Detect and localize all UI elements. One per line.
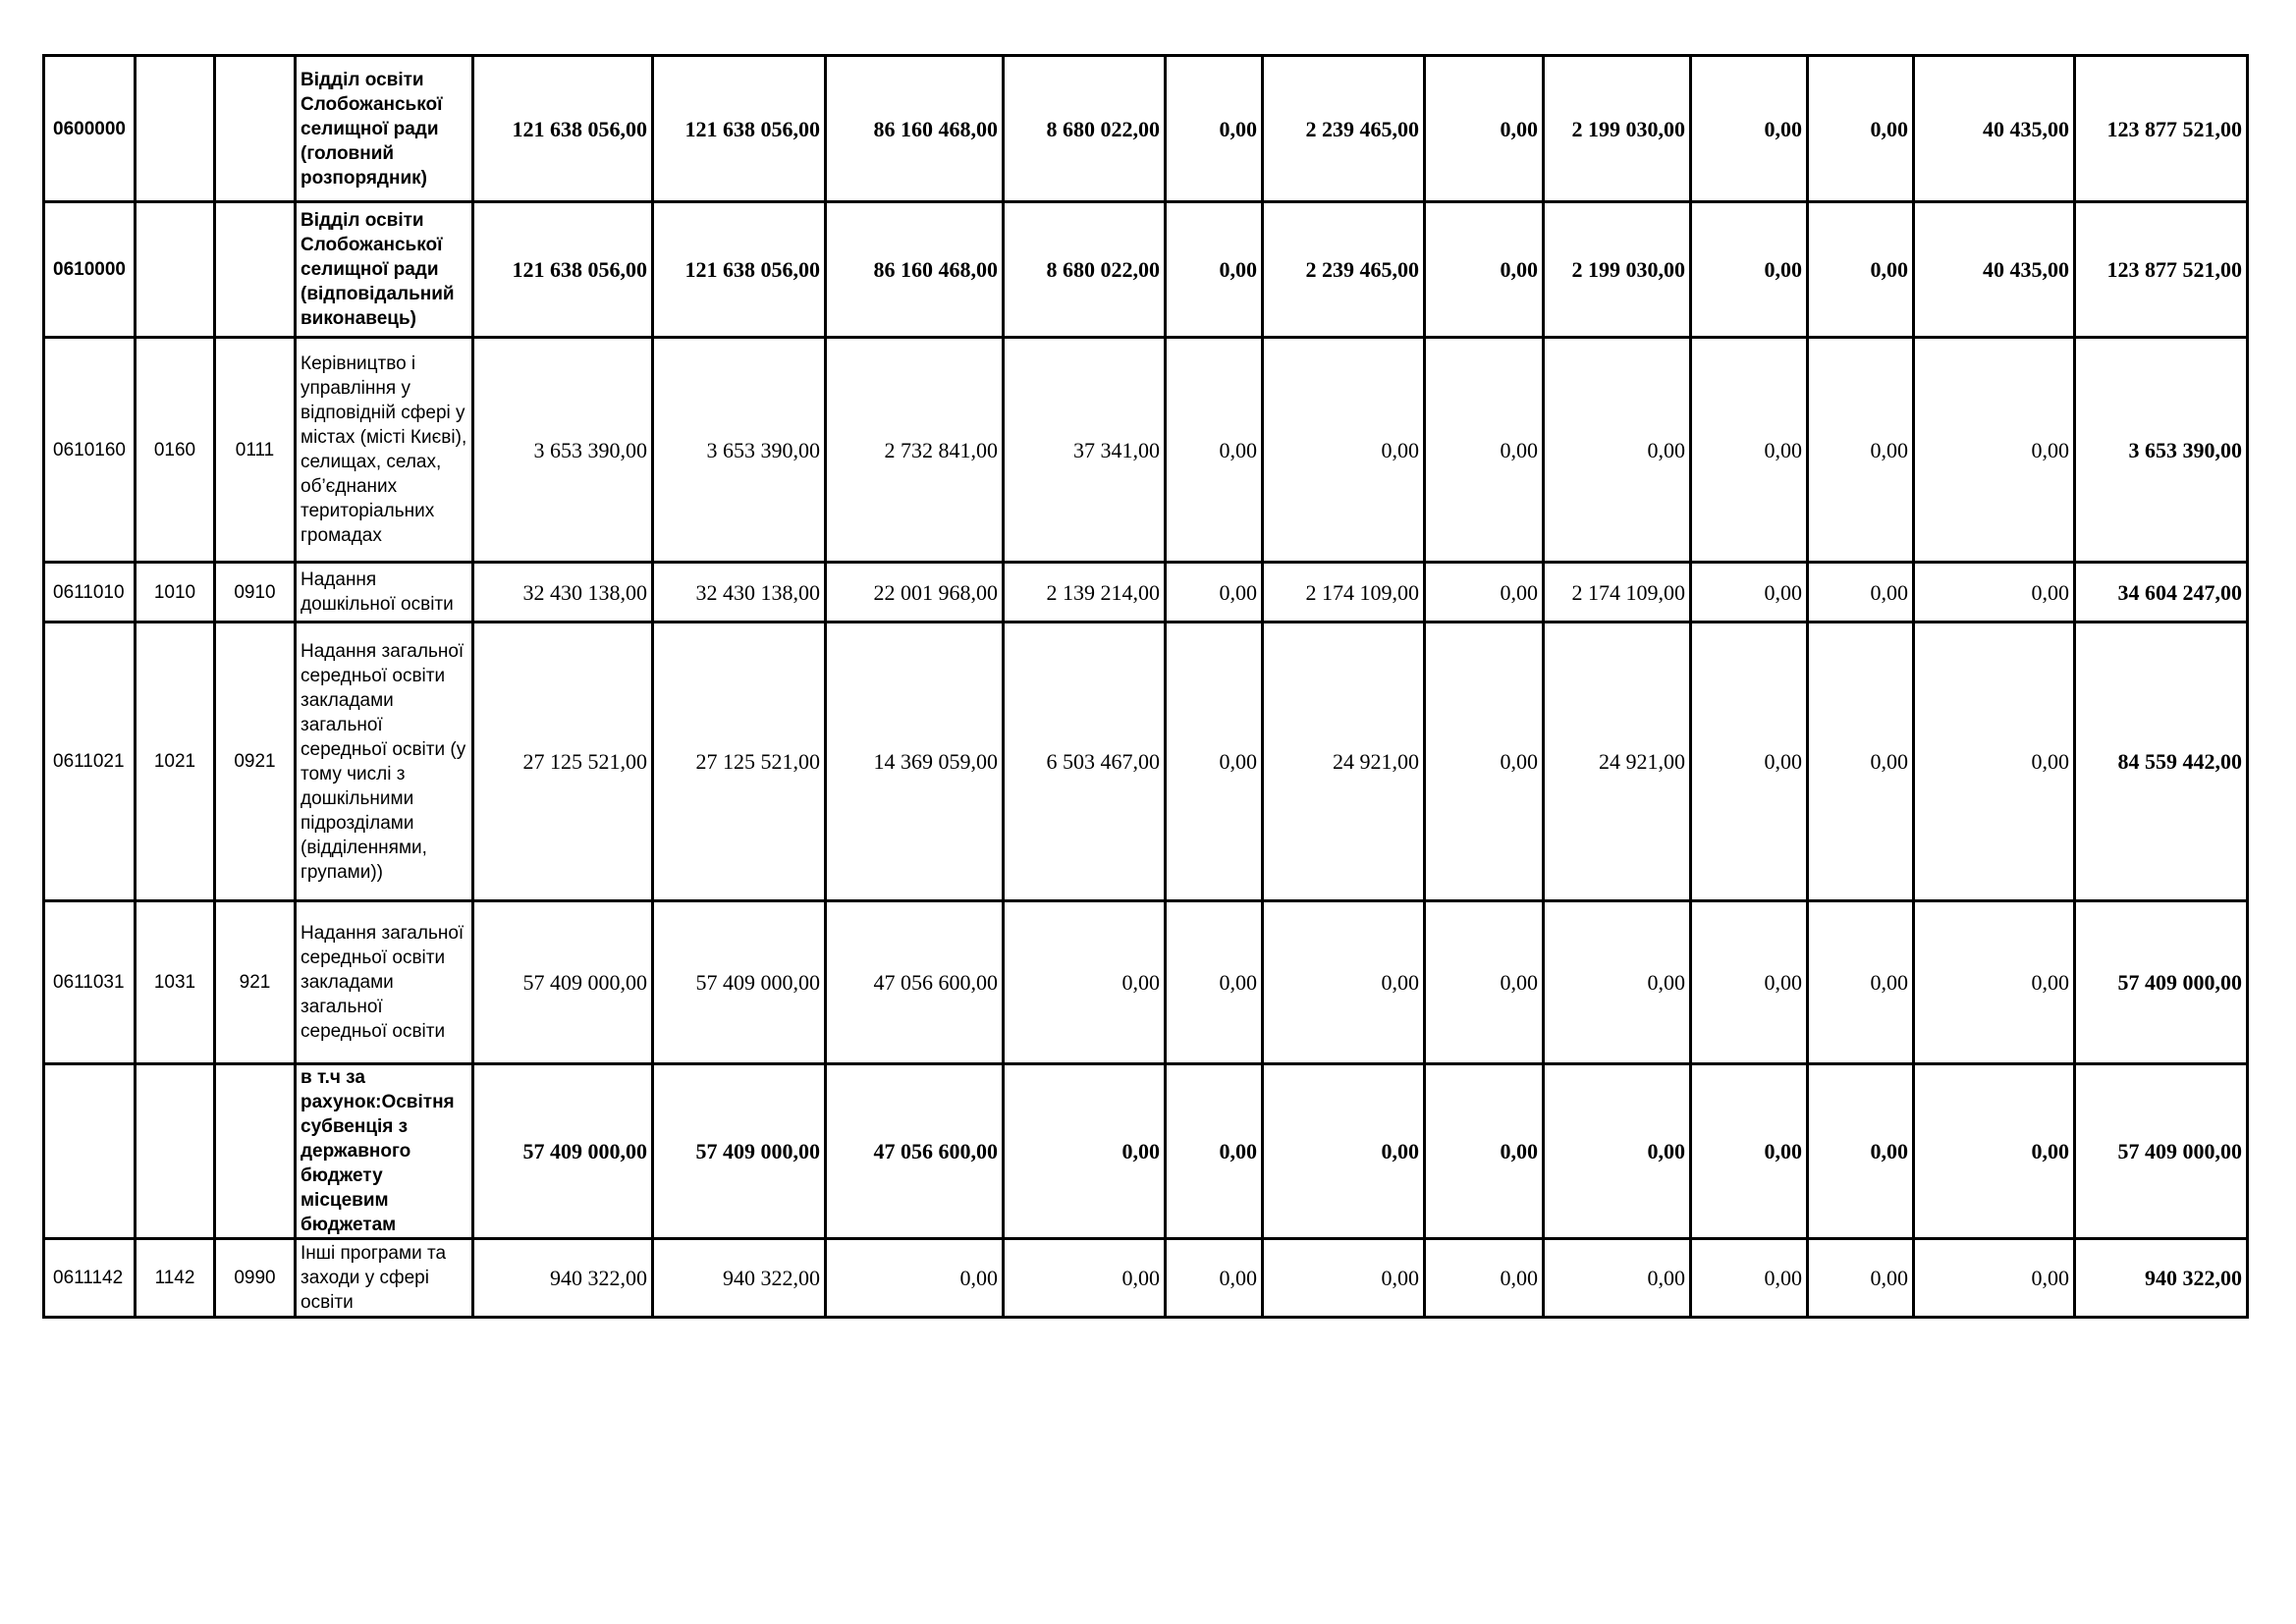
program-code-cell: 0611010 xyxy=(44,563,136,623)
function-code-cell: 1010 xyxy=(136,563,215,623)
budget-table xyxy=(42,54,2249,1319)
function-code-cell: 0160 xyxy=(136,338,215,563)
amount-cell: 0,00 xyxy=(1004,1064,1166,1239)
program-name-cell: Надання загальної середньої освіти закладами загальної середньої освіти xyxy=(296,901,473,1064)
amount-cell: 0,00 xyxy=(1166,202,1263,338)
amount-cell: 0,00 xyxy=(1004,1239,1166,1318)
amount-cell: 940 322,00 xyxy=(653,1239,826,1318)
table-row xyxy=(44,563,2248,623)
function-code-cell xyxy=(136,202,215,338)
amount-cell: 0,00 xyxy=(1263,1064,1425,1239)
amount-cell: 0,00 xyxy=(1691,202,1808,338)
amount-cell: 24 921,00 xyxy=(1263,623,1425,901)
amount-cell: 0,00 xyxy=(1166,56,1263,202)
program-code-cell: 0611021 xyxy=(44,623,136,901)
classification-code-cell: 0111 xyxy=(215,338,296,563)
amount-cell: 27 125 521,00 xyxy=(473,623,653,901)
amount-cell: 0,00 xyxy=(1425,623,1544,901)
amount-cell: 0,00 xyxy=(1808,338,1914,563)
amount-cell: 14 369 059,00 xyxy=(826,623,1004,901)
amount-cell: 57 409 000,00 xyxy=(473,901,653,1064)
amount-cell: 2 174 109,00 xyxy=(1544,563,1691,623)
program-name-cell: Інші програми та заходи у сфері освіти xyxy=(296,1239,473,1318)
amount-cell: 0,00 xyxy=(1808,563,1914,623)
total-value-cell: 3 653 390,00 xyxy=(2075,338,2248,563)
amount-cell: 0,00 xyxy=(1166,338,1263,563)
amount-cell: 32 430 138,00 xyxy=(473,563,653,623)
amount-cell: 27 125 521,00 xyxy=(653,623,826,901)
program-name-cell: Відділ освіти Слобожанської селищної ради (відповідальний виконавець) xyxy=(296,202,473,338)
amount-cell: 0,00 xyxy=(1263,901,1425,1064)
amount-cell: 0,00 xyxy=(1425,563,1544,623)
program-name-cell: Надання дошкільної освіти xyxy=(296,563,473,623)
amount-cell: 0,00 xyxy=(1691,563,1808,623)
classification-code-cell: 0921 xyxy=(215,623,296,901)
amount-cell: 0,00 xyxy=(1691,338,1808,563)
total-value-cell: 84 559 442,00 xyxy=(2075,623,2248,901)
total-value-cell: 57 409 000,00 xyxy=(2075,901,2248,1064)
table-body xyxy=(44,56,2248,1318)
amount-cell: 0,00 xyxy=(1544,1239,1691,1318)
function-code-cell: 1021 xyxy=(136,623,215,901)
total-value-cell: 34 604 247,00 xyxy=(2075,563,2248,623)
amount-cell: 47 056 600,00 xyxy=(826,901,1004,1064)
amount-cell: 0,00 xyxy=(1691,901,1808,1064)
table-row xyxy=(44,202,2248,338)
table-row xyxy=(44,1239,2248,1318)
amount-cell: 0,00 xyxy=(1914,1239,2075,1318)
amount-cell: 0,00 xyxy=(1166,563,1263,623)
function-code-cell xyxy=(136,56,215,202)
amount-cell: 0,00 xyxy=(1004,901,1166,1064)
classification-code-cell: 0910 xyxy=(215,563,296,623)
table-row xyxy=(44,623,2248,901)
amount-cell: 0,00 xyxy=(1914,338,2075,563)
amount-cell: 121 638 056,00 xyxy=(653,56,826,202)
amount-cell: 0,00 xyxy=(1425,56,1544,202)
amount-cell: 2 239 465,00 xyxy=(1263,202,1425,338)
amount-cell: 0,00 xyxy=(1691,623,1808,901)
program-code-cell: 0600000 xyxy=(44,56,136,202)
amount-cell: 0,00 xyxy=(1808,56,1914,202)
amount-cell: 0,00 xyxy=(1808,202,1914,338)
amount-cell: 47 056 600,00 xyxy=(826,1064,1004,1239)
program-code-cell: 0610160 xyxy=(44,338,136,563)
total-value-cell: 123 877 521,00 xyxy=(2075,56,2248,202)
amount-cell: 22 001 968,00 xyxy=(826,563,1004,623)
classification-code-cell: 921 xyxy=(215,901,296,1064)
amount-cell: 0,00 xyxy=(1425,202,1544,338)
amount-cell: 0,00 xyxy=(1263,338,1425,563)
amount-cell: 32 430 138,00 xyxy=(653,563,826,623)
amount-cell: 2 199 030,00 xyxy=(1544,56,1691,202)
amount-cell: 2 174 109,00 xyxy=(1263,563,1425,623)
amount-cell: 24 921,00 xyxy=(1544,623,1691,901)
amount-cell: 0,00 xyxy=(1166,623,1263,901)
amount-cell: 121 638 056,00 xyxy=(653,202,826,338)
amount-cell: 40 435,00 xyxy=(1914,56,2075,202)
classification-code-cell xyxy=(215,202,296,338)
amount-cell: 2 139 214,00 xyxy=(1004,563,1166,623)
amount-cell: 2 732 841,00 xyxy=(826,338,1004,563)
amount-cell: 40 435,00 xyxy=(1914,202,2075,338)
classification-code-cell xyxy=(215,1064,296,1239)
amount-cell: 0,00 xyxy=(1808,623,1914,901)
amount-cell: 6 503 467,00 xyxy=(1004,623,1166,901)
amount-cell: 2 239 465,00 xyxy=(1263,56,1425,202)
program-code-cell: 0611142 xyxy=(44,1239,136,1318)
amount-cell: 0,00 xyxy=(1691,56,1808,202)
table-row xyxy=(44,1064,2248,1239)
amount-cell: 0,00 xyxy=(1808,1064,1914,1239)
program-name-cell: Надання загальної середньої освіти закладами загальної середньої освіти (у тому числі з дошкільними підрозділами (відділеннями, групами)) xyxy=(296,623,473,901)
total-value-cell: 123 877 521,00 xyxy=(2075,202,2248,338)
program-code-cell: 0611031 xyxy=(44,901,136,1064)
classification-code-cell xyxy=(215,56,296,202)
amount-cell: 0,00 xyxy=(1544,338,1691,563)
amount-cell: 57 409 000,00 xyxy=(653,1064,826,1239)
amount-cell: 0,00 xyxy=(1914,901,2075,1064)
amount-cell: 86 160 468,00 xyxy=(826,56,1004,202)
amount-cell: 0,00 xyxy=(1263,1239,1425,1318)
program-name-cell: Керівництво і управління у відповідній сфері у містах (місті Києві), селищах, селах, об’єднаних територіальних громадах xyxy=(296,338,473,563)
amount-cell: 0,00 xyxy=(1425,901,1544,1064)
amount-cell: 57 409 000,00 xyxy=(653,901,826,1064)
amount-cell: 0,00 xyxy=(1166,1239,1263,1318)
amount-cell: 86 160 468,00 xyxy=(826,202,1004,338)
table-row xyxy=(44,901,2248,1064)
program-name-cell: в т.ч за рахунок:Освітня субвенція з державного бюджету місцевим бюджетам xyxy=(296,1064,473,1239)
amount-cell: 0,00 xyxy=(1544,1064,1691,1239)
amount-cell: 2 199 030,00 xyxy=(1544,202,1691,338)
amount-cell: 8 680 022,00 xyxy=(1004,202,1166,338)
function-code-cell: 1142 xyxy=(136,1239,215,1318)
classification-code-cell: 0990 xyxy=(215,1239,296,1318)
amount-cell: 0,00 xyxy=(1425,1064,1544,1239)
total-value-cell: 57 409 000,00 xyxy=(2075,1064,2248,1239)
program-name-cell: Відділ освіти Слобожанської селищної ради (головний розпорядник) xyxy=(296,56,473,202)
amount-cell: 37 341,00 xyxy=(1004,338,1166,563)
amount-cell: 0,00 xyxy=(1914,623,2075,901)
amount-cell: 0,00 xyxy=(1425,338,1544,563)
amount-cell: 0,00 xyxy=(1544,901,1691,1064)
amount-cell: 0,00 xyxy=(1166,1064,1263,1239)
amount-cell: 940 322,00 xyxy=(473,1239,653,1318)
amount-cell: 8 680 022,00 xyxy=(1004,56,1166,202)
amount-cell: 57 409 000,00 xyxy=(473,1064,653,1239)
amount-cell: 121 638 056,00 xyxy=(473,56,653,202)
amount-cell: 0,00 xyxy=(1425,1239,1544,1318)
amount-cell: 0,00 xyxy=(1691,1064,1808,1239)
table-row xyxy=(44,56,2248,202)
amount-cell: 0,00 xyxy=(1691,1239,1808,1318)
amount-cell: 0,00 xyxy=(1808,1239,1914,1318)
program-code-cell xyxy=(44,1064,136,1239)
amount-cell: 0,00 xyxy=(1808,901,1914,1064)
function-code-cell: 1031 xyxy=(136,901,215,1064)
program-code-cell: 0610000 xyxy=(44,202,136,338)
amount-cell: 0,00 xyxy=(1914,563,2075,623)
amount-cell: 3 653 390,00 xyxy=(653,338,826,563)
amount-cell: 121 638 056,00 xyxy=(473,202,653,338)
table-row xyxy=(44,338,2248,563)
function-code-cell xyxy=(136,1064,215,1239)
amount-cell: 3 653 390,00 xyxy=(473,338,653,563)
amount-cell: 0,00 xyxy=(1914,1064,2075,1239)
amount-cell: 0,00 xyxy=(1166,901,1263,1064)
amount-cell: 0,00 xyxy=(826,1239,1004,1318)
total-value-cell: 940 322,00 xyxy=(2075,1239,2248,1318)
